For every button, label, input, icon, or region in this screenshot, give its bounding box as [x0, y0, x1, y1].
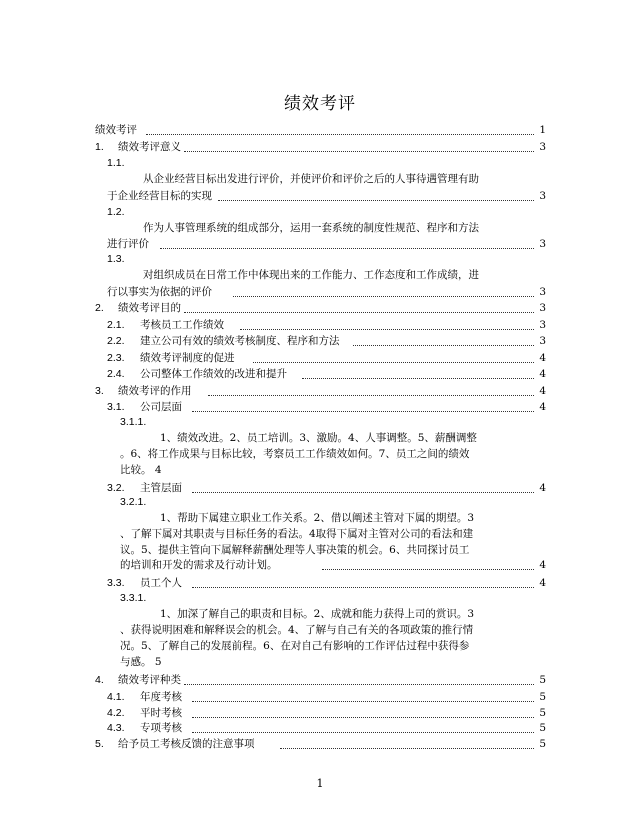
toc-page-number: 3 [539, 141, 546, 153]
toc-leader [146, 134, 534, 135]
toc-entry-number: 2.1. [107, 319, 125, 331]
toc-entry-text-line: 作为人事管理系统的组成部分，运用一套系统的制度性规范、程序和方法 [143, 222, 479, 234]
toc-entry[interactable] [0, 300, 640, 317]
toc-leader [192, 492, 534, 493]
toc-entry-number: 1.3. [107, 253, 125, 265]
toc-entry-number-line [0, 155, 640, 172]
toc-entry-text-line: 对组织成员在日常工作中体现出来的工作能力、工作态度和工作成绩，进 [143, 269, 479, 281]
toc-entry-text: 绩效考评制度的促进 [140, 352, 235, 364]
toc-entry-number: 3.3.1. [120, 592, 147, 604]
toc-page-number: 5 [539, 674, 546, 686]
toc-page-number: 4 [539, 368, 546, 380]
toc-entry-number: 1. [95, 141, 104, 153]
toc-leader [160, 248, 534, 249]
toc-page-number: 5 [539, 691, 546, 703]
toc-leader [322, 569, 534, 570]
toc-entry-text-line: 与感。 5 [120, 656, 162, 668]
toc-page-number: 4 [539, 559, 546, 571]
toc-entry-text-line: 议。5、提供主管向下属解释薪酬处理等人事决策的机会。6、共同探讨员工 [120, 544, 470, 556]
toc-entry-number: 2.3. [107, 352, 125, 364]
toc-entry-number-line [0, 251, 640, 268]
toc-entry[interactable] [0, 672, 640, 689]
toc-entry-text-line: 1、帮助下属建立职业工作关系。2、借以阐述主管对下属的期望。3 [160, 512, 475, 524]
toc-page-number: 3 [539, 335, 546, 347]
toc-page-number: 4 [539, 577, 546, 589]
toc-page-number: 3 [539, 319, 546, 331]
toc-entry-number: 2.4. [107, 368, 125, 380]
toc-page-number: 3 [539, 302, 546, 314]
toc-entry-number: 5. [95, 738, 104, 750]
toc-entry-number-line [0, 204, 640, 221]
toc-entry-text-line: 1、绩效改进。2、员工培训。3、激励。4、人事调整。5、薪酬调整 [160, 432, 477, 444]
toc-entry[interactable] [0, 333, 640, 350]
toc-entry-text: 公司整体工作绩效的改进和提升 [140, 368, 287, 380]
toc-entry[interactable] [0, 350, 640, 367]
toc-entry-text: 进行评价 [107, 238, 149, 250]
toc-entry-number: 1.2. [107, 206, 125, 218]
toc-entry-text: 考核员工工作绩效 [140, 319, 224, 331]
toc-entry-text-line: 况。5、了解自己的发展前程。6、在对自己有影响的工作评估过程中获得参 [120, 640, 470, 652]
toc-leader [218, 200, 534, 201]
toc-page-number: 5 [539, 722, 546, 734]
toc-leader [184, 151, 534, 152]
toc-entry-text: 公司层面 [140, 401, 182, 413]
toc-entry-text: 年度考核 [140, 691, 182, 703]
toc-entry-text: 于企业经营目标的实现 [107, 190, 212, 202]
toc-page-number: 1 [539, 124, 546, 136]
document-title: 绩效考评 [284, 94, 356, 114]
toc-entry-number: 1.1. [107, 157, 125, 169]
toc-leader [280, 748, 534, 749]
toc-entry-number: 3. [95, 385, 104, 397]
toc-leader [353, 345, 534, 346]
toc-entry-number: 3.2. [107, 482, 125, 494]
toc-leader [208, 395, 534, 396]
toc-entry-number: 3.1.1. [120, 416, 147, 428]
toc-leader [302, 378, 534, 379]
toc-entry[interactable] [0, 122, 640, 139]
toc-entry[interactable] [0, 720, 640, 737]
toc-entry-text: 的培训和开发的需求及行动计划。 [120, 559, 278, 571]
toc-entry[interactable] [0, 689, 640, 706]
toc-page-number: 3 [539, 286, 546, 298]
toc-leader [253, 362, 534, 363]
toc-entry-text: 建立公司有效的绩效考核制度、程序和方法 [140, 335, 340, 347]
toc-entry-number: 4. [95, 674, 104, 686]
toc-entry-number: 3.1. [107, 401, 125, 413]
toc-page-number: 3 [539, 238, 546, 250]
toc-entry-number-line [0, 414, 640, 431]
toc-leader [192, 701, 534, 702]
toc-page-number: 4 [539, 401, 546, 413]
toc-entry-text: 员工个人 [140, 577, 182, 589]
toc-entry-text-line: 比较。 4 [120, 464, 162, 476]
toc-entry-number: 4.1. [107, 691, 125, 703]
toc-entry-text: 专项考核 [140, 722, 182, 734]
toc-entry-text: 绩效考评的作用 [118, 385, 192, 397]
toc-entry-number: 4.2. [107, 707, 125, 719]
toc-entry-text-line: 从企业经营目标出发进行评价，并使评价和评价之后的人事待遇管理有助 [143, 173, 479, 185]
toc-entry-number: 2.2. [107, 335, 125, 347]
toc-page-number: 4 [539, 352, 546, 364]
toc-entry-text: 行以事实为依据的评价 [107, 286, 212, 298]
toc-leader [192, 717, 534, 718]
toc-entry[interactable] [0, 557, 640, 574]
toc-entry-number-line [0, 494, 640, 511]
toc-leader [192, 587, 534, 588]
toc-entry[interactable] [0, 366, 640, 383]
toc-entry-text-line: 1、加深了解自己的职责和目标。2、成就和能力获得上司的赏识。3 [160, 608, 475, 620]
toc-entry[interactable] [0, 139, 640, 156]
toc-entry-text: 主管层面 [140, 482, 182, 494]
toc-entry-number: 3.2.1. [120, 496, 147, 508]
toc-leader [192, 732, 534, 733]
toc-entry-text-line: 。6、将工作成果与目标比较，考察员工工作绩效如何。7、员工之间的绩效 [120, 448, 470, 460]
toc-entry[interactable] [0, 284, 640, 301]
toc-entry-text-line: 、获得说明困难和解释误会的机会。4、了解与自己有关的各项政策的推行情 [120, 624, 474, 636]
toc-page-number: 4 [539, 482, 546, 494]
toc-page-number: 5 [539, 707, 546, 719]
toc-entry-number: 3.3. [107, 577, 125, 589]
toc-entry-text: 给予员工考核反馈的注意事项 [118, 738, 255, 750]
toc-page-number: 4 [539, 385, 546, 397]
toc-entry-text-line: 、了解下属对其职责与目标任务的看法。4取得下属对主管对公司的看法和建 [120, 528, 474, 540]
toc-leader [184, 684, 534, 685]
toc-entry-text: 绩效考评种类 [118, 674, 181, 686]
toc-leader [233, 296, 534, 297]
toc-entry[interactable] [0, 383, 640, 400]
toc-entry-number: 4.3. [107, 722, 125, 734]
toc-page-number: 5 [539, 738, 546, 750]
toc-entry-text: 绩效考评目的 [118, 302, 181, 314]
page-number: 1 [316, 777, 324, 790]
toc-entry[interactable] [0, 188, 640, 205]
toc-leader [184, 312, 534, 313]
toc-entry-number: 2. [95, 302, 104, 314]
toc-leader [240, 329, 534, 330]
toc-leader [192, 411, 534, 412]
toc-entry[interactable] [0, 317, 640, 334]
toc-entry-number-line [0, 590, 640, 607]
toc-entry[interactable] [0, 736, 640, 753]
toc-page-number: 3 [539, 190, 546, 202]
toc-entry-text: 平时考核 [140, 707, 182, 719]
toc-entry-text: 绩效考评 [95, 124, 137, 136]
toc-entry-text: 绩效考评意义 [118, 141, 181, 153]
